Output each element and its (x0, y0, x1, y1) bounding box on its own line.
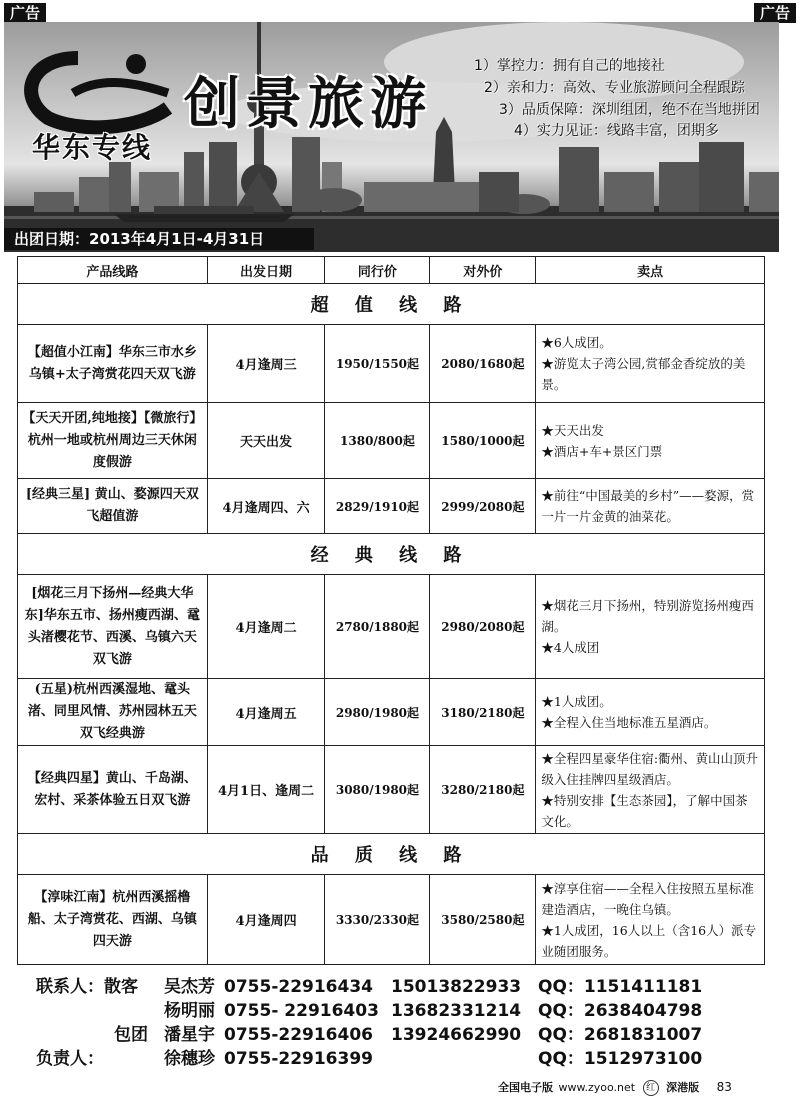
departure-date: 4月逢周三 (207, 325, 325, 403)
table-row (18, 875, 765, 965)
website-link[interactable]: www.zyoo.net (558, 1081, 636, 1094)
peer-price: 1950/1550起 (325, 325, 430, 403)
retail-price: 2080/1680起 (430, 325, 536, 403)
contact-qq: QQ：2681831007 (538, 1025, 703, 1045)
selling-points (536, 875, 765, 965)
selling-points (536, 403, 765, 479)
contact-mobile: 13924662990 (391, 1025, 522, 1045)
selling-points (536, 479, 765, 534)
contact-name: 徐穗珍 (164, 1049, 215, 1069)
selling-point: ★烟花三月下扬州，特别游览扬州瘦西湖。 (541, 598, 754, 634)
selling-points (536, 325, 765, 403)
ad-label-right: 广告 (754, 3, 796, 23)
table-row (18, 679, 765, 746)
table-row (18, 325, 765, 403)
selling-points (536, 746, 765, 834)
selling-point: ★天天出发 (541, 422, 604, 438)
contact-qq: QQ：2638404798 (538, 1001, 703, 1021)
page-number: 83 (716, 1080, 732, 1094)
peer-price: 1380/800起 (325, 403, 430, 479)
column-header: 产品线路 (18, 257, 208, 284)
selling-point: ★全程四星豪华住宿:衢州、黄山山顶升级入住挂牌四星级酒店。 (541, 750, 759, 787)
selling-point: ★淳享住宿——全程入住按照五星标准建造酒店，一晚住乌镇。 (541, 880, 754, 917)
peer-price: 2829/1910起 (325, 479, 430, 534)
group-label: 包团 (114, 1025, 148, 1045)
column-header: 同行价 (325, 257, 430, 284)
contact-phone: 0755-22916434 (224, 977, 373, 997)
feature-item: 4）实力见证：线路丰富，团期多 (514, 123, 719, 139)
route-name: (五星)杭州西溪湿地、鼋头渚、同里风情、苏州园林五天双飞经典游 (18, 679, 208, 746)
route-name: 【淳味江南】杭州西溪摇橹船、太子湾赏花、西湖、乌镇四天游 (18, 875, 208, 965)
section-title: 超 值 线 路 (18, 284, 765, 325)
peer-price: 2980/1980起 (325, 679, 430, 746)
table-row (18, 479, 765, 534)
column-header: 对外价 (430, 257, 536, 284)
selling-point: ★6人成团。 (541, 335, 612, 350)
contact-phone: 0755- 22916403 (224, 1001, 379, 1021)
selling-point: ★酒店+车+景区门票 (541, 443, 663, 459)
page-footer (498, 1079, 732, 1096)
departure-date: 天天出发 (207, 403, 325, 479)
selling-point: ★4人成团 (541, 640, 600, 655)
departure-date: 4月逢周四、六 (207, 479, 325, 534)
column-header: 出发日期 (207, 257, 325, 284)
contact-phone: 0755-22916399 (224, 1049, 373, 1069)
sub-brand-title: 华东专线 (32, 131, 153, 164)
retail-price: 1580/1000起 (430, 403, 536, 479)
departure-dates-bar: 出团日期：2013年4月1日-4月31日 (4, 228, 314, 250)
selling-point: ★特别安排【生态茶园】，了解中国茶文化。 (541, 792, 748, 829)
departure-date: 4月逢周五 (207, 679, 325, 746)
section-title: 经 典 线 路 (18, 534, 765, 575)
section-header-row (18, 284, 765, 325)
side-note (783, 1003, 793, 1073)
selling-points (536, 575, 765, 679)
table-row (18, 746, 765, 834)
publication-name: 全国电子版 (498, 1081, 553, 1094)
selling-point: ★游览太子湾公园,赏郁金香绽放的美景。 (541, 356, 746, 392)
table-row (18, 575, 765, 679)
brand-name: 创景旅游 (184, 71, 432, 137)
hero-banner (4, 22, 779, 252)
brand-logo-icon (18, 38, 178, 138)
section-header-row (18, 534, 765, 575)
feature-item: 2）亲和力：高效、专业旅游顾问全程跟踪 (484, 80, 745, 96)
contact-mobile: 15013822933 (391, 977, 522, 997)
edition-badge-icon: 红 (643, 1080, 659, 1096)
selling-points (536, 679, 765, 746)
peer-price: 3330/2330起 (325, 875, 430, 965)
edition-name: 深港版 (666, 1081, 700, 1094)
contact-label: 联系人：散客 (36, 977, 138, 997)
manager-label: 负责人： (36, 1049, 104, 1069)
retail-price: 3280/2180起 (430, 746, 536, 834)
contact-mobile: 13682331214 (391, 1001, 522, 1021)
route-name: 【超值小江南】华东三市水乡乌镇+太子湾赏花四天双飞游 (18, 325, 208, 403)
route-name: [经典三星] 黄山、婺源四天双飞超值游 (18, 479, 208, 534)
selling-point: ★1人成团。 (541, 694, 612, 709)
table-row (18, 403, 765, 479)
selling-point: ★全程入住当地标准五星酒店。 (541, 715, 717, 730)
departure-date: 4月1日、逢周二 (207, 746, 325, 834)
contact-name: 潘星宇 (164, 1025, 215, 1045)
retail-price: 2999/2080起 (430, 479, 536, 534)
departure-date: 4月逢周二 (207, 575, 325, 679)
tour-price-table (17, 256, 765, 965)
section-title: 品 质 线 路 (18, 834, 765, 875)
selling-point: ★前往“中国最美的乡村”——婺源，赏一片一片金黄的油菜花。 (541, 488, 755, 524)
peer-price: 2780/1880起 (325, 575, 430, 679)
route-name: 【经典四星】黄山、千岛湖、宏村、采茶体验五日双飞游 (18, 746, 208, 834)
selling-point: ★1人成团，16人以上（含16人）派专业随团服务。 (541, 922, 757, 959)
contact-qq: QQ：1512973100 (538, 1049, 703, 1069)
ad-label-left: 广告 (4, 3, 46, 23)
retail-price: 2980/2080起 (430, 575, 536, 679)
retail-price: 3180/2180起 (430, 679, 536, 746)
contact-name: 吴杰芳 (164, 977, 215, 997)
departure-date: 4月逢周四 (207, 875, 325, 965)
feature-item: 3）品质保障：深圳组团，绝不在当地拼团 (499, 102, 760, 118)
route-name: [烟花三月下扬州—经典大华东]华东五市、扬州瘦西湖、鼋头渚樱花节、西溪、乌镇六天双飞游 (18, 575, 208, 679)
peer-price: 3080/1980起 (325, 746, 430, 834)
contact-phone: 0755-22916406 (224, 1025, 373, 1045)
section-header-row (18, 834, 765, 875)
retail-price: 3580/2580起 (430, 875, 536, 965)
contact-qq: QQ：1151411181 (538, 977, 703, 997)
column-header: 卖点 (536, 257, 765, 284)
contact-name: 杨明丽 (164, 1001, 215, 1021)
feature-item: 1）掌控力：拥有自己的地接社 (474, 58, 665, 74)
table-header-row (18, 257, 765, 284)
route-name: 【天天开团,纯地接】【微旅行】杭州一地或杭州周边三天休闲度假游 (18, 403, 208, 479)
